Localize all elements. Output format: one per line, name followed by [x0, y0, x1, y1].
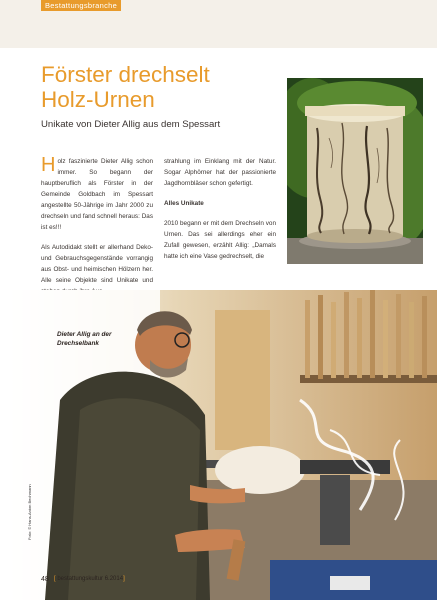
- publication-name: bestattungskultur 6.2014: [55, 576, 124, 582]
- paragraph-intro: [41, 156, 153, 233]
- photo-caption: [57, 330, 157, 348]
- subheading-alles-unikate: Alles Unikate: [164, 200, 204, 207]
- article-title: [41, 62, 271, 112]
- text-column-2: [164, 156, 276, 271]
- section-tag: Bestattungsbranche: [41, 0, 121, 11]
- article-subtitle: Unikate von Dieter Allig aus dem Spessart: [41, 119, 221, 130]
- bracket-close: ]: [123, 576, 125, 582]
- paragraph-autodidakt: Als Autodidakt stellt er allerhand Deko- und Gebrauchsgegenstände vorrangig aus Obst- und heimischen Hölzern her. Alle seine Objekte sind Unikate und: [41, 244, 153, 284]
- paragraph-urnen: 2010 begann er mit dem Drechseln von Urnen. Das sei allerdings eher ein Zufall gewesen, erzählt Allig: „Damals hatte ich eine Vase gedrechselt, die: [164, 220, 276, 260]
- title-line-2: Holz-Urnen: [41, 87, 155, 112]
- publication-footer: [54, 576, 125, 582]
- caption-line-1: Dieter Allig an der: [57, 331, 112, 338]
- drop-cap: H: [41, 154, 56, 176]
- text-column-1: [41, 156, 153, 306]
- bracket-open: [: [54, 576, 56, 582]
- caption-line-2: Drechselbank: [57, 340, 99, 347]
- page-number: 48: [41, 576, 49, 583]
- urn-photo: [287, 78, 423, 264]
- paragraph-intro-text: olz faszinierte Dieter Allig schon immer. So begann der hauptberuflich als Förster in der Gemeinde Goldbach im Spessart angestellte 50-Jährige im Jahr 2000 zu drechseln und fand schnell heraus: Das ist es!!!: [41, 158, 153, 231]
- wooden-urn-image: [287, 78, 423, 264]
- title-line-1: Förster drechselt: [41, 62, 210, 87]
- paragraph-natur: strahlung im Einklang mit der Natur. Sogar Alphörner hat der passionierte Jagdhornbläser schon gefertigt.: [164, 158, 276, 187]
- photo-credit: Foto: © Hans-Anton Bechmann: [27, 484, 32, 540]
